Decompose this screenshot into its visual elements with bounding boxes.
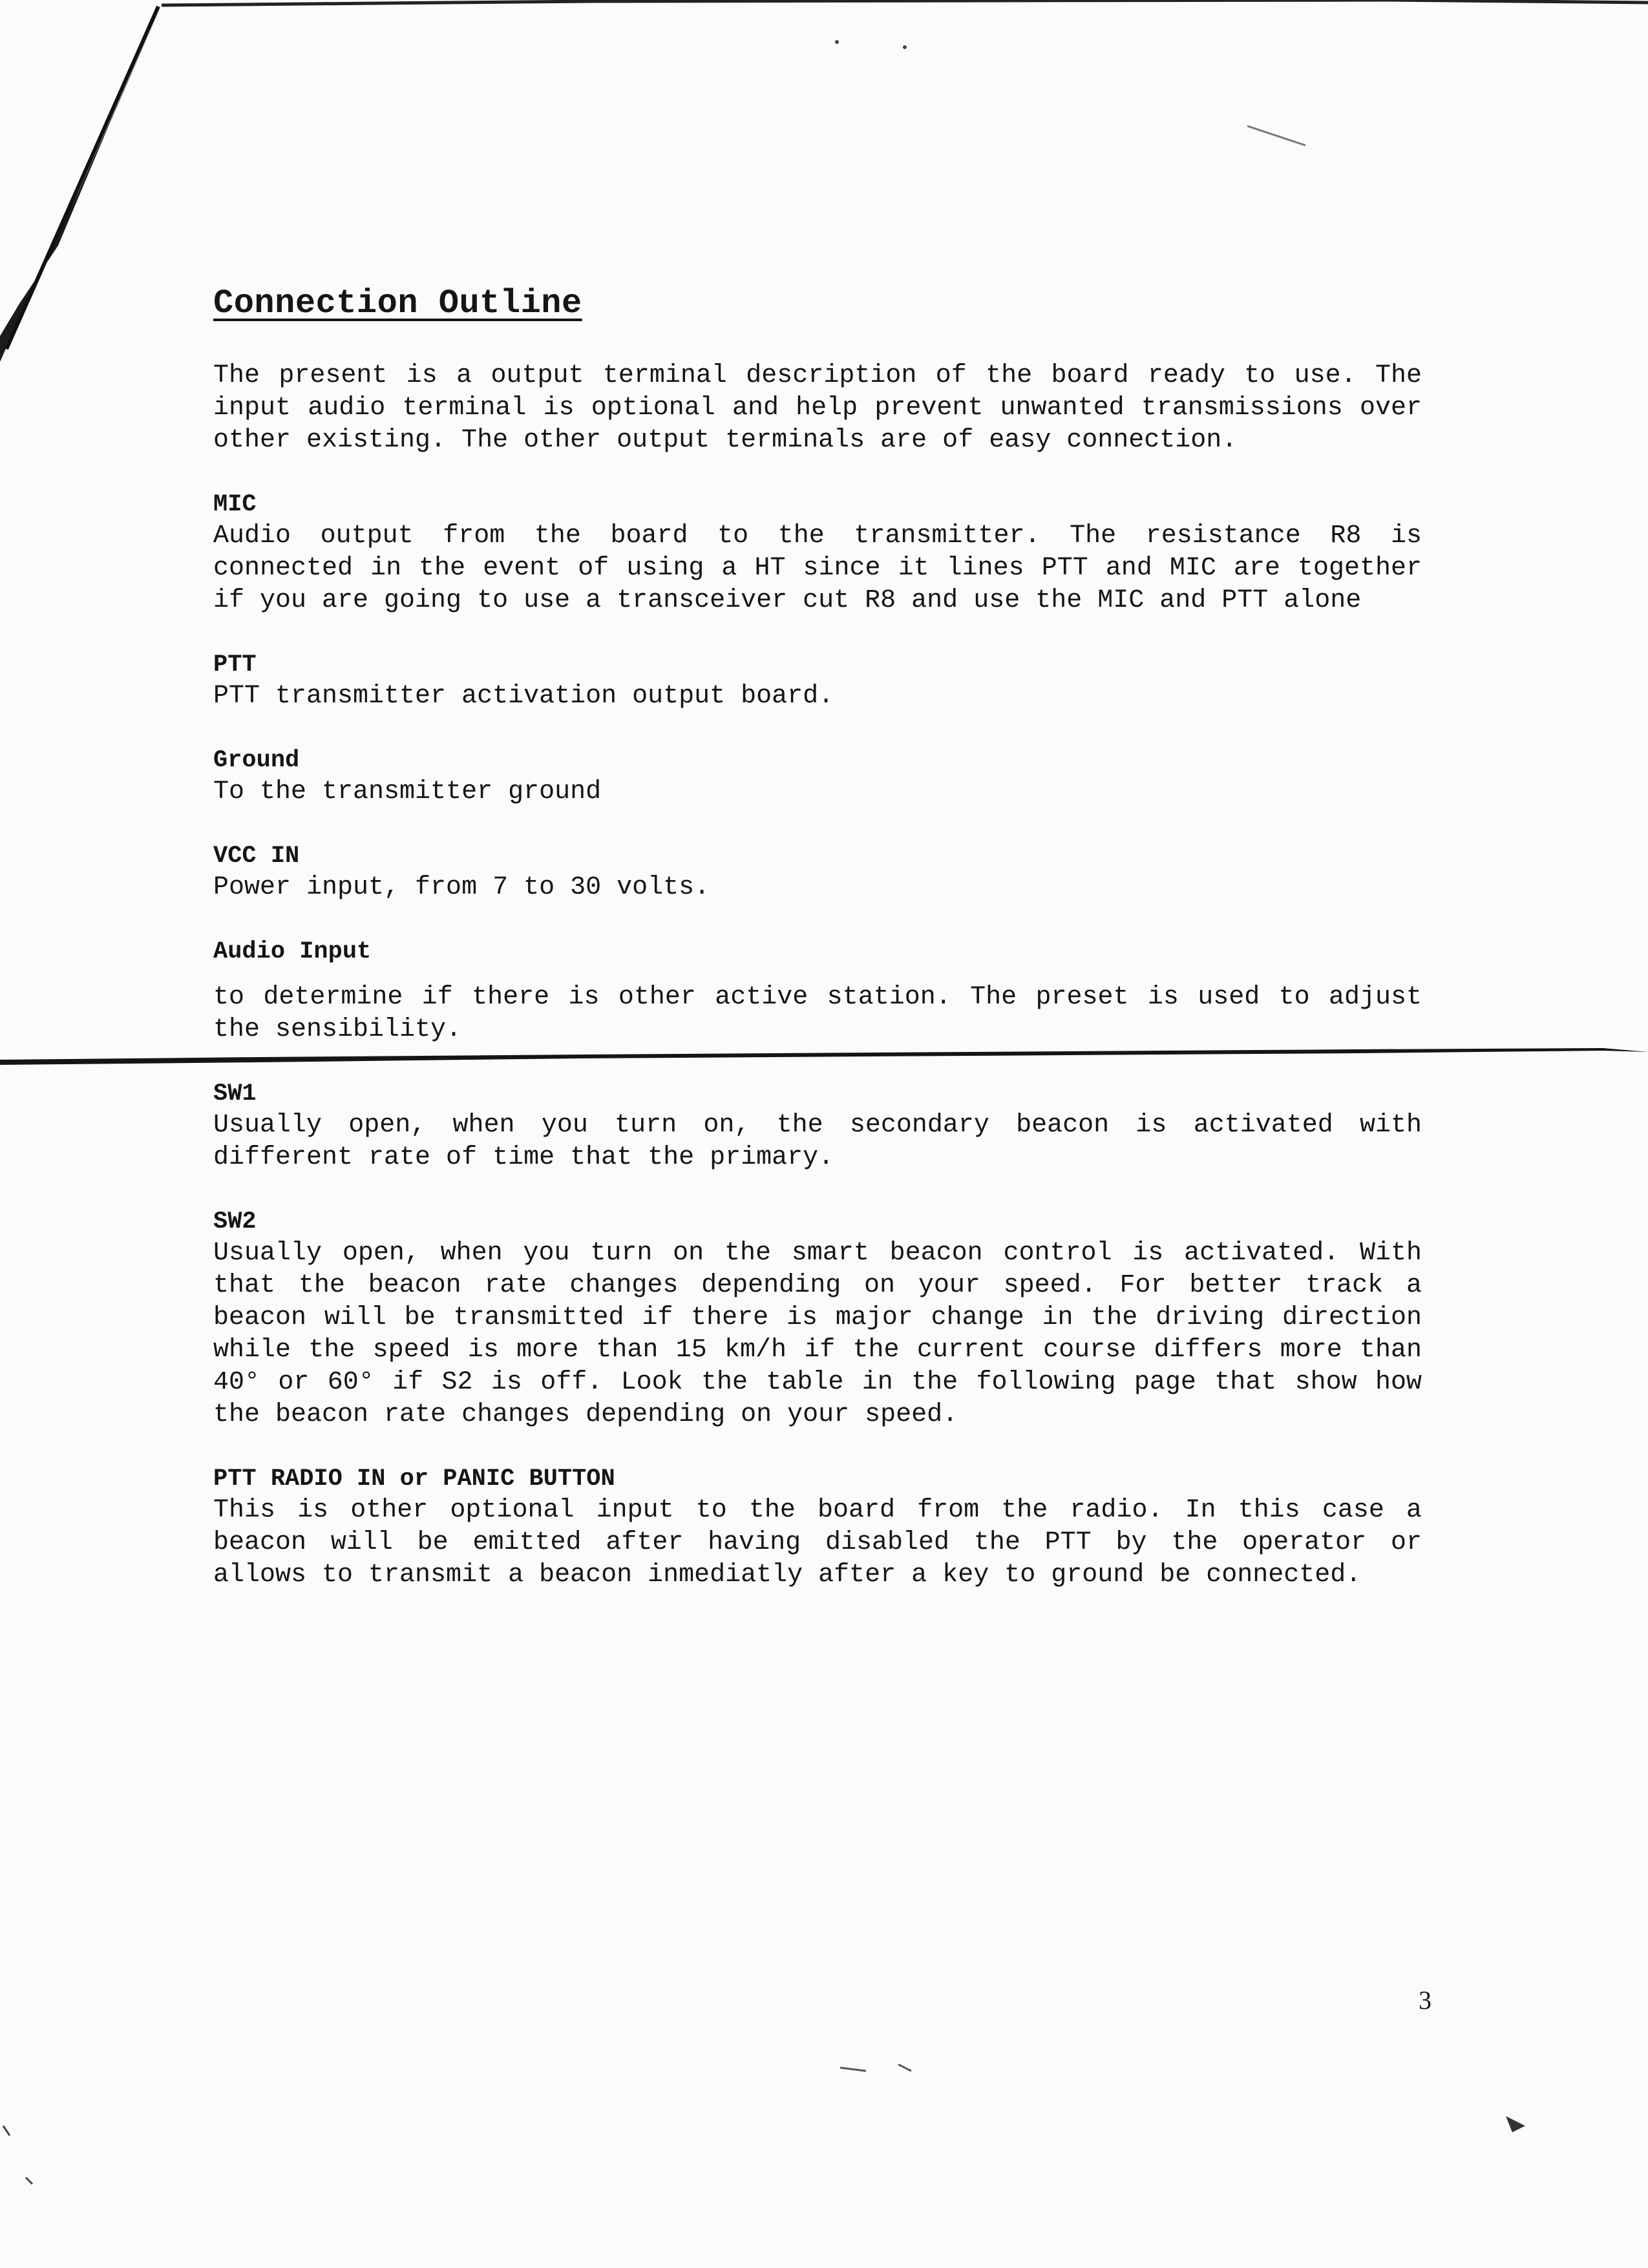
section-label: PTT RADIO IN or PANIC BUTTON — [213, 1465, 615, 1493]
section-text: to determine if there is other active station. The preset is used to adjust the sensibility. — [213, 983, 1422, 1044]
fold-line-top — [162, 0, 1648, 5]
section-text: Power input, from 7 to 30 volts. — [213, 873, 710, 902]
section-text: To the transmitter ground — [213, 777, 602, 806]
page-title: Connection Outline — [213, 284, 582, 322]
document-body — [213, 284, 1428, 1591]
section-label: PTT — [213, 651, 257, 678]
section-text: This is other optional input to the board from the radio. In this case a beacon will be emitted after having disabled the PTT by the operator or allows to transmit a beacon inmediatly after a key to ground be connected. — [213, 1496, 1422, 1590]
section-text: Usually open, when you turn on the smart beacon control is activated. With that the beacon rate changes depending on your speed. For better track a beacon will be transmitted if there is major change in the driving direction while the speed is more than 15 km/h if the current course differs more than 40° or 60° if S2 is off. Look the table in the following page that show how the beacon rate changes depending on your speed. — [213, 1239, 1422, 1429]
section-mic — [213, 489, 1428, 617]
section-text: Usually open, when you turn on, the secondary beacon is activated with different rate of time that the primary. — [213, 1111, 1422, 1172]
section-ptt-radio-in — [213, 1464, 1428, 1591]
section-sw2 — [213, 1206, 1428, 1431]
section-label: SW2 — [213, 1208, 257, 1235]
section-label: Ground — [213, 747, 300, 774]
section-audio-input — [213, 936, 1428, 1046]
section-vcc-in — [213, 841, 1428, 904]
fold-line-left — [0, 5, 162, 362]
section-label: MIC — [213, 491, 257, 518]
section-ptt — [213, 649, 1428, 713]
section-label: VCC IN — [213, 843, 300, 870]
section-sw1 — [213, 1078, 1428, 1174]
section-label: SW1 — [213, 1080, 257, 1108]
section-ground — [213, 745, 1428, 808]
section-text: Audio output from the board to the transmitter. The resistance R8 is connected in the event of using a HT since it lines PTT and MIC are together if you are going to use a transceiver cut R8 and use the MIC and PTT alone — [213, 521, 1422, 615]
intro-paragraph: The present is a output terminal description of the board ready to use. The input audio terminal is optional and help prevent unwanted transmissions over other existing. The other output terminals are of easy connection. — [213, 361, 1422, 455]
section-label: Audio Input — [213, 938, 372, 965]
section-text: PTT transmitter activation output board. — [213, 682, 834, 711]
page-number: 3 — [1419, 1986, 1431, 2015]
